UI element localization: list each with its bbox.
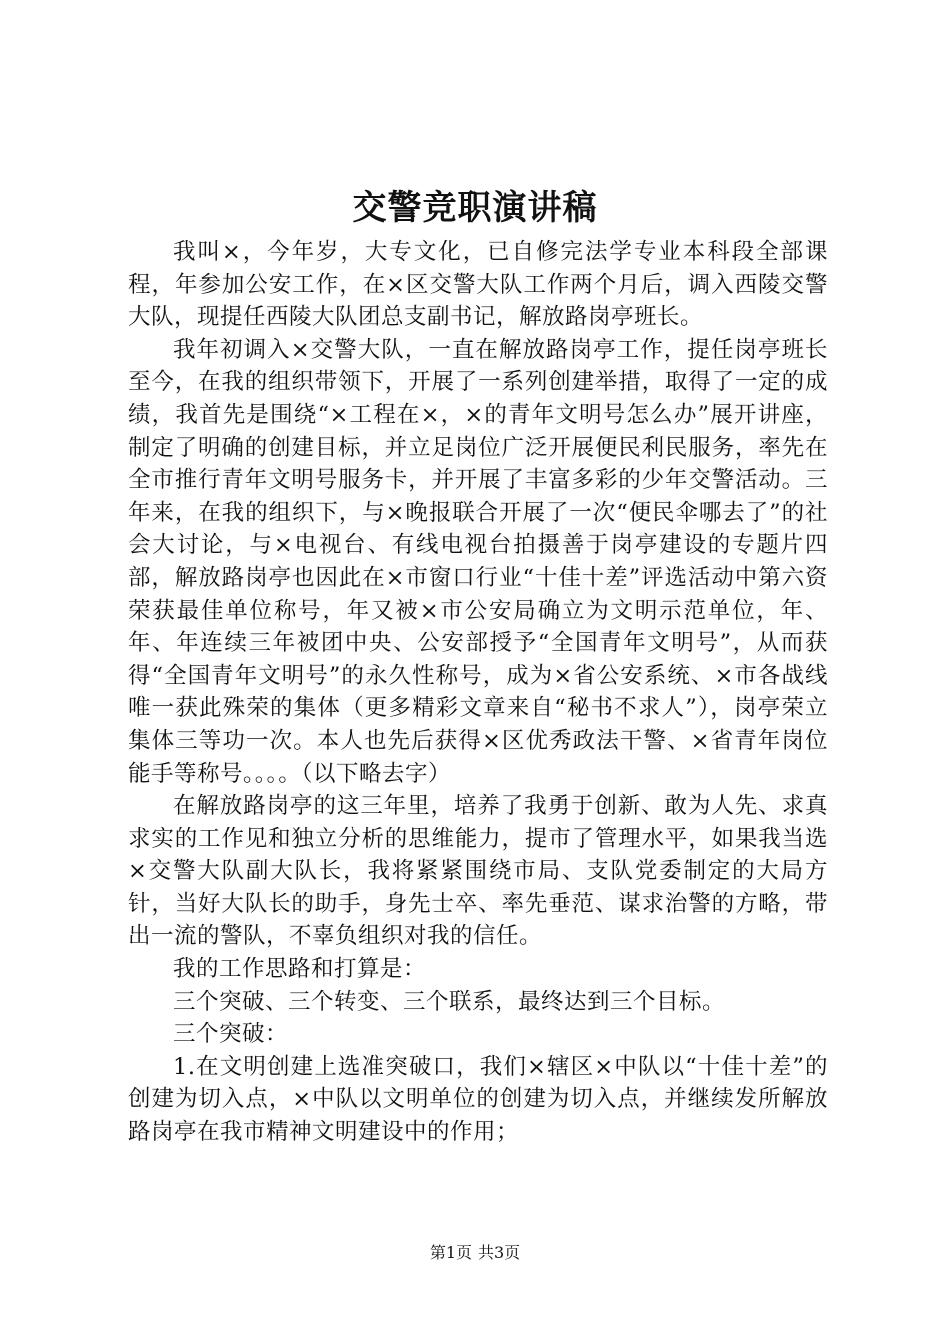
paragraph-plan-summary: 三个突破、三个转变、三个联系，最终达到三个目标。 bbox=[173, 988, 726, 1015]
paragraph-commitment: 在解放路岗亭的这三年里，培养了我勇于创新、敢为人先、求真求实的工作见和独立分析的思维能力，提市了管理水平，如果我当选×交警大队副大队长，我将紧紧围绕市局、支队党委制定的大局方针，当好大队长的助手，身先士卒、率先垂范、谋求治警的方略，带出一流的警队，不辜负组织对我的信任。 bbox=[128, 793, 828, 950]
paragraph-achievements: 我年初调入×交警大队，一直在解放路岗亭工作，提任岗亭班长至今，在我的组织带领下，开展了一系列创建举措，取得了一定的成绩，我首先是围绕“×工程在×，×的青年文明号怎么办”展开讲座，制定了明确的创建目标，并立足岗位广泛开展便民利民服务，率先在全市推行青年文明号服务卡，并开展了丰富多彩的少年交警活动。三年来，在我的组织下，与×晚报联合开展了一次“便民伞哪去了”的社会大讨论，与×电视台、有线电视台拍摄善于岗亭建设的专题片四部，解放路岗亭也因此在×市窗口行业“十佳十差”评选活动中第六资荣获最佳单位称号，年又被×市公安局确立为文明示范单位，年、年、年连续三年被团中央、公安部授予“全国青年文明号”，从而获得“全国青年文明号”的永久性称号，成为×省公安系统、×市各战线唯一获此殊荣的集体（更多精彩文章来自“秘书不求人”），岗亭荣立集体三等功一次。本人也先后获得×区优秀政法干警、×省青年岗位能手等称号。。。。（以下略去字） bbox=[128, 336, 828, 787]
paragraph-plan-heading: 我的工作思路和打算是： bbox=[173, 956, 427, 983]
paragraph-intro: 我叫×，今年岁，大专文化，已自修完法学专业本科段全部课程，年参加公安工作，在×区交警大队工作两个月后，调入西陵交警大队，现提任西陵大队团总支副书记，解放路岗亭班长。 bbox=[128, 239, 828, 331]
paragraph-breakthroughs-heading: 三个突破： bbox=[173, 1021, 289, 1048]
page-number: 第1页 bbox=[429, 1243, 472, 1262]
document-body bbox=[128, 236, 828, 1149]
document-title: 交警竞职演讲稿 bbox=[352, 188, 598, 228]
page-footer bbox=[0, 1241, 950, 1265]
page-total: 共3页 bbox=[478, 1243, 521, 1262]
paragraph-breakthrough-1: 1.在文明创建上选准突破口，我们×辖区×中队以“十佳十差”的创建为切入点，×中队以文明单位的创建为切入点，并继续发所解放路岗亭在我市精神文明建设中的作用； bbox=[128, 1053, 828, 1146]
